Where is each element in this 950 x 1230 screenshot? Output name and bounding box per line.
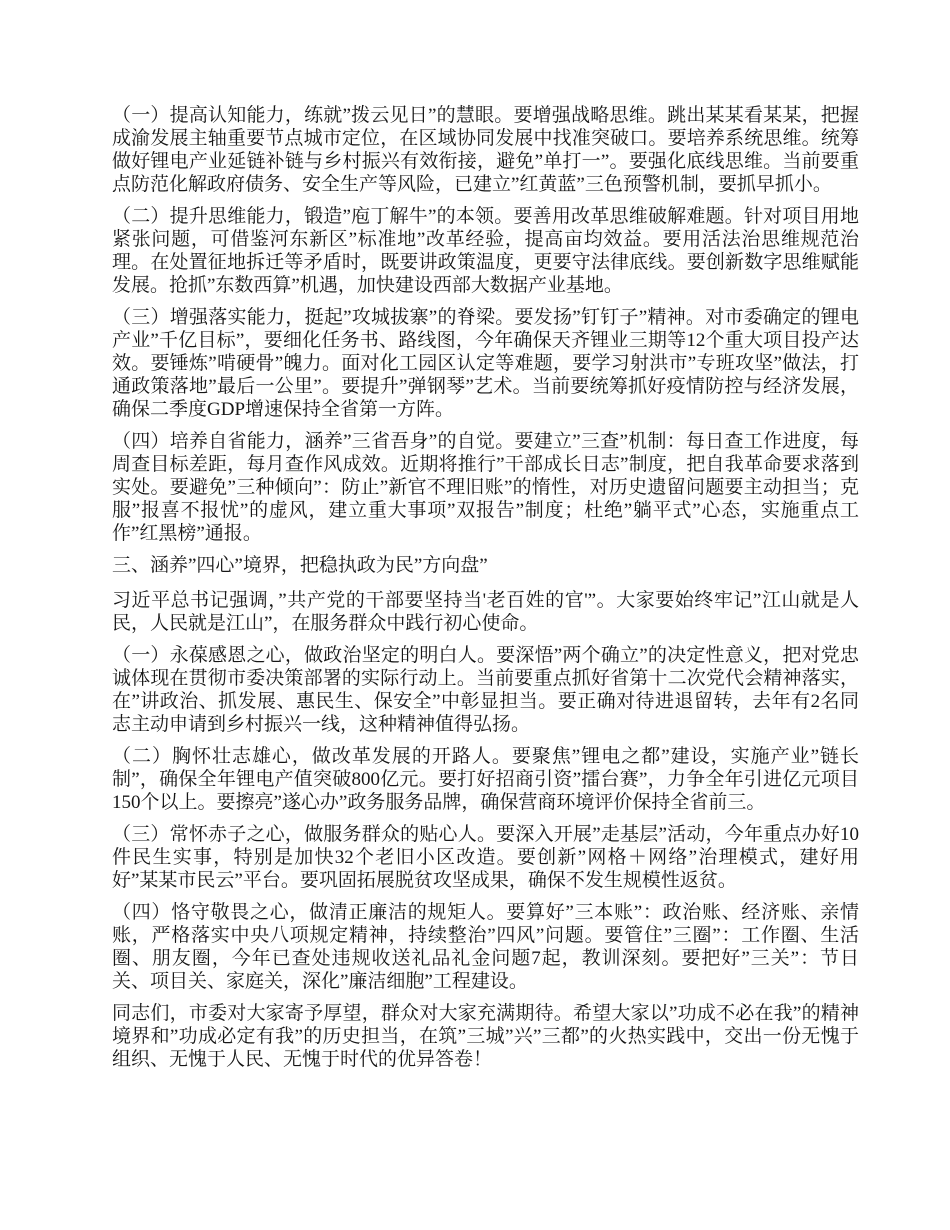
document-page bbox=[112, 104, 859, 1071]
paragraph: 同志们，市委对大家寄予厚望，群众对大家充满期待。希望大家以”功成不必在我”的精神境界和”功成必定有我”的历史担当，在筑”三城”兴”三都”的火热实践中，交出一份无愧于组织、无愧于人民、无愧于时代的优异答卷！ bbox=[112, 1003, 859, 1070]
paragraph: （一）提高认知能力，练就”拨云见日”的慧眼。要增强战略思维。跳出某某看某某，把握成渝发展主轴重要节点城市定位，在区域协同发展中找准突破口。要培养系统思维。统筹做好锂电产业延链补链与乡村振兴有效衔接，避免”单打一”。要强化底线思维。当前要重点防范化解政府债务、安全生产等风险，已建立”红黄蓝”三色预警机制，要抓早抓小。 bbox=[112, 105, 859, 195]
paragraph: （三）增强落实能力，挺起”攻城拔寨”的脊梁。要发扬”钉钉子”精神。对市委确定的锂电产业”千亿目标”，要细化任务书、路线图，今年确保天齐锂业三期等12个重大项目投产达效。要锤炼”啃硬骨”魄力。面对化工园区认定等难题，要学习射洪市”专班攻坚”做法，打通政策落地”最后一公里”。要提升”弹钢琴”艺术。当前要统筹抓好疫情防控与经济发展，确保二季度GDP增速保持全省第一方阵。 bbox=[112, 307, 859, 420]
paragraph: 习近平总书记强调，”共产党的干部要坚持当'老百姓的官'”。大家要始终牢记”江山就是人民，人民就是江山”，在服务群众中践行初心使命。 bbox=[112, 590, 859, 634]
paragraph: （四）恪守敬畏之心，做清正廉洁的规矩人。要算好”三本账”：政治账、经济账、亲情账，严格落实中央八项规定精神，持续整治”四风”问题。要管住”三圈”：工作圈、生活圈、朋友圈，今年已查处违规收送礼品礼金问题7起，教训深刻。要把好”三关”：节日关、项目关、家庭关，深化”廉洁细胞”工程建设。 bbox=[112, 902, 859, 992]
paragraph: （二）胸怀壮志雄心，做改革发展的开路人。要聚焦”锂电之都”建设，实施产业”链长制”，确保全年锂电产值突破800亿元。要打好招商引资”擂台赛”，力争全年引进亿元项目150个以上。要擦亮”遂心办”政务服务品牌，确保营商环境评价保持全省前三。 bbox=[112, 746, 859, 813]
paragraph: （二）提升思维能力，锻造”庖丁解牛”的本领。要善用改革思维破解难题。针对项目用地紧张问题，可借鉴河东新区”标准地”改革经验，提高亩均效益。要用活法治思维规范治理。在处置征地拆迁等矛盾时，既要讲政策温度，更要守法律底线。要创新数字思维赋能发展。抢抓”东数西算”机遇，加快建设西部大数据产业基地。 bbox=[112, 206, 859, 296]
paragraph: （一）永葆感恩之心，做政治坚定的明白人。要深悟”两个确立”的决定性意义，把对党忠诚体现在贯彻市委决策部署的实际行动上。当前要重点抓好省第十二次党代会精神落实，在”讲政治、抓发展、惠民生、保安全”中彰显担当。要正确对待进退留转，去年有2名同志主动申请到乡村振兴一线，这种精神值得弘扬。 bbox=[112, 645, 859, 735]
paragraph: （四）培养自省能力，涵养”三省吾身”的自觉。要建立”三查”机制：每日查工作进度，每周查目标差距，每月查作风成效。近期将推行”干部成长日志”制度，把自我革命要求落到实处。要避免”三种倾向”：防止”新官不理旧账”的惰性，对历史遗留问题要主动担当；克服”报喜不报忧”的虚风，建立重大事项”双报告”制度；杜绝”躺平式”心态，实施重点工作”红黑榜”通报。 bbox=[112, 431, 859, 544]
section-heading: 三、涵养”四心”境界，把稳执政为民”方向盘” bbox=[112, 555, 488, 576]
paragraph: （三）常怀赤子之心，做服务群众的贴心人。要深入开展”走基层”活动，今年重点办好10件民生实事，特别是加快32个老旧小区改造。要创新”网格＋网络”治理模式，建好用好”某某市民云”平台。要巩固拓展脱贫攻坚成果，确保不发生规模性返贫。 bbox=[112, 824, 859, 891]
